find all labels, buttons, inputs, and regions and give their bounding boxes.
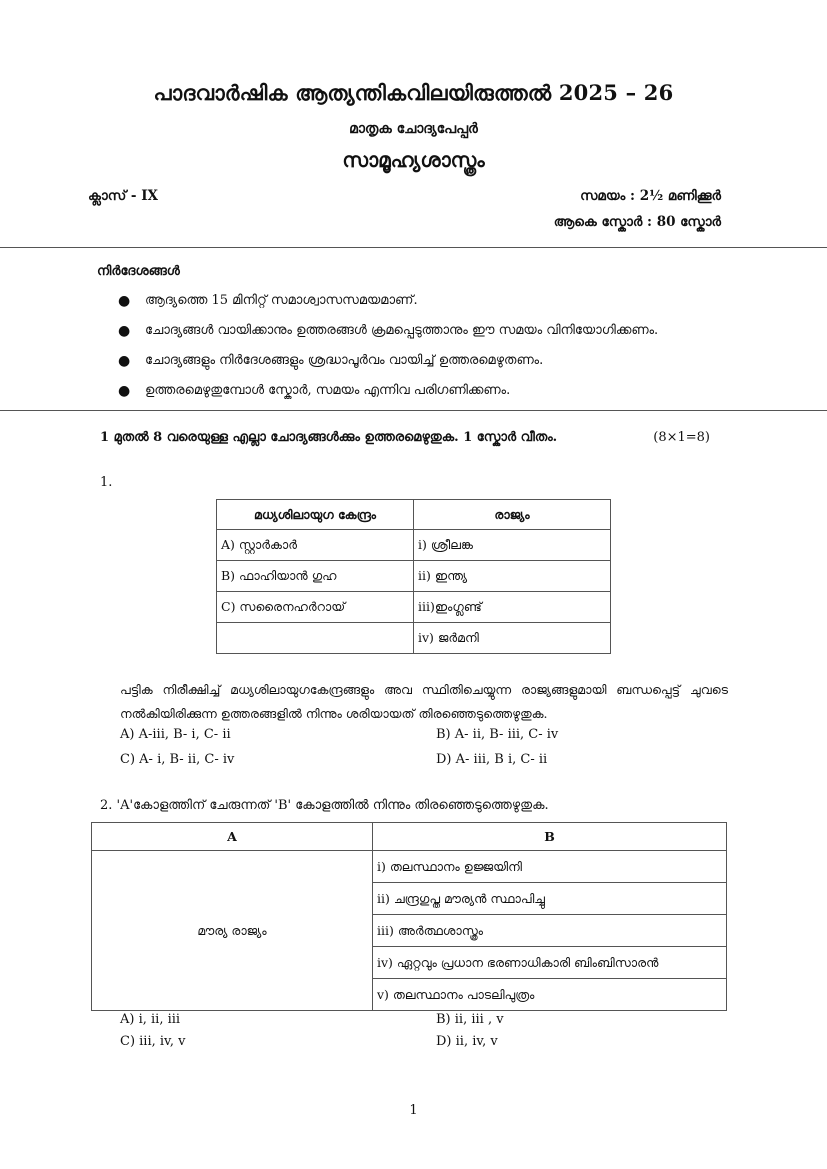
instruction-text: ചോദ്യങ്ങൾ വായിക്കാനും ഉത്തരങ്ങൾ ക്രമപ്പെടുത്താനും ഈ സമയം വിനിയോഗിക്കണം. — [145, 323, 659, 338]
question-number: 1. — [100, 475, 113, 490]
total-score-label: ആകെ സ്കോർ : 80 സ്കോർ — [553, 214, 721, 230]
instruction-text: ആദ്യത്തെ 15 മിനിറ്റ് സമാശ്വാസസമയമാണ്. — [145, 293, 418, 308]
page-title: പാദവാർഷിക ആത്യന്തികവിലയിരുത്തൽ 2025 – 26 — [153, 80, 674, 105]
b-column-cell: iii) അർത്ഥശാസ്ത്രം — [373, 915, 727, 947]
instructions-list — [118, 291, 758, 411]
table-cell: iii)ഇംഗ്ലണ്ട് — [414, 592, 611, 623]
b-column-cell: ii) ചന്ദ്രഗുപ്ത മൗര്യൻ സ്ഥാപിച്ചു — [373, 883, 727, 915]
class-label: ക്ലാസ് - IX — [88, 188, 159, 204]
section-instruction: 1 മുതൽ 8 വരെയുള്ള എല്ലാ ചോദ്യങ്ങൾക്കും ഉത്തരമെഴുതുക. 1 സ്കോർ വീതം. — [100, 430, 558, 445]
bullet-icon: ● — [118, 323, 131, 339]
section-marks: (8×1=8) — [653, 430, 710, 445]
q1-question-text: പട്ടിക നിരീക്ഷിച്ച് മധ്യശിലായുഗകേന്ദ്രങ്ങളും അവ സ്ഥിതിചെയ്യുന്ന രാജ്യങ്ങളുമായി ബന്ധപ്പെട്ട് ചുവടെ നൽകിയിരിക്കുന്ന ഉത്തരങ്ങളിൽ നിന്നും ശരിയായത് തിരഞ്ഞെടുത്തെഴുതുക. — [120, 682, 728, 721]
table-header-row — [217, 500, 611, 530]
q1-table — [216, 499, 611, 654]
table-header-row — [92, 823, 727, 851]
table-cell: ii) ഇന്ത്യ — [414, 561, 611, 592]
time-label: സമയം : 2½ മണിക്കൂർ — [580, 188, 721, 204]
column-header: മധ്യശിലായുഗ കേന്ദ്രം — [217, 500, 414, 530]
table-cell — [217, 623, 414, 654]
table-row — [217, 592, 611, 623]
q1-option-c: C) A- i, B- ii, C- iv — [120, 752, 235, 767]
sub-title: മാതൃക ചോദ്യപേപ്പർ — [349, 121, 478, 137]
q1-option-d: D) A- iii, B i, C- ii — [436, 752, 548, 767]
q1-option-b: B) A- ii, B- iii, C- iv — [436, 727, 559, 742]
divider — [0, 247, 827, 248]
b-column-cell: i) തലസ്ഥാനം ഉജ്ജയിനി — [373, 851, 727, 883]
instruction-item — [118, 351, 758, 381]
bullet-icon: ● — [118, 293, 131, 309]
q2-option-d: D) ii, iv, v — [436, 1034, 498, 1049]
column-header: A — [92, 823, 373, 851]
table-cell: iv) ജർമനി — [414, 623, 611, 654]
table-row — [217, 530, 611, 561]
a-column-cell: മൗര്യ രാജ്യം — [92, 851, 373, 1011]
table-cell: C) സരൈനഹർറായ് — [217, 592, 414, 623]
bullet-icon: ● — [118, 353, 131, 369]
instruction-text: ചോദ്യങ്ങളും നിർദേശങ്ങളും ശ്രദ്ധാപൂർവം വായിച്ച് ഉത്തരമെഴുതണം. — [145, 353, 544, 368]
table-row — [92, 851, 727, 883]
q2-option-a: A) i, ii, iii — [120, 1012, 181, 1027]
instructions-heading: നിർദേശങ്ങൾ — [97, 264, 180, 279]
page-number: 1 — [409, 1103, 418, 1118]
q2-question-text: 2. 'A'കോളത്തിന് ചേരുന്നത് 'B' കോളത്തിൽ നിന്നും തിരഞ്ഞെടുത്തെഴുതുക. — [100, 798, 549, 813]
b-column-cell: v) തലസ്ഥാനം പാടലിപുത്രം — [373, 979, 727, 1011]
q2-option-b: B) ii, iii , v — [436, 1012, 504, 1027]
q1-option-a: A) A-iii, B- i, C- ii — [120, 727, 231, 742]
instruction-item — [118, 321, 758, 351]
table-cell: A) സ്റ്റാർകാർ — [217, 530, 414, 561]
instruction-item — [118, 291, 758, 321]
column-header: രാജ്യം — [414, 500, 611, 530]
divider — [0, 410, 827, 411]
subject-title: സാമൂഹ്യശാസ്ത്രം — [342, 148, 485, 172]
bullet-icon: ● — [118, 383, 131, 399]
table-cell: i) ശ്രീലങ്ക — [414, 530, 611, 561]
table-row — [217, 561, 611, 592]
q2-table — [91, 822, 727, 1011]
column-header: B — [373, 823, 727, 851]
b-column-cell: iv) ഏറ്റവും പ്രധാന ഭരണാധികാരി ബിംബിസാരൻ — [373, 947, 727, 979]
q2-option-c: C) iii, iv, v — [120, 1034, 186, 1049]
instruction-item — [118, 381, 758, 411]
table-cell: B) ഫാഹിയാൻ ഗുഹ — [217, 561, 414, 592]
instruction-text: ഉത്തരമെഴുതുമ്പോൾ സ്കോർ, സമയം എന്നിവ പരിഗണിക്കണം. — [145, 383, 511, 398]
table-row — [217, 623, 611, 654]
